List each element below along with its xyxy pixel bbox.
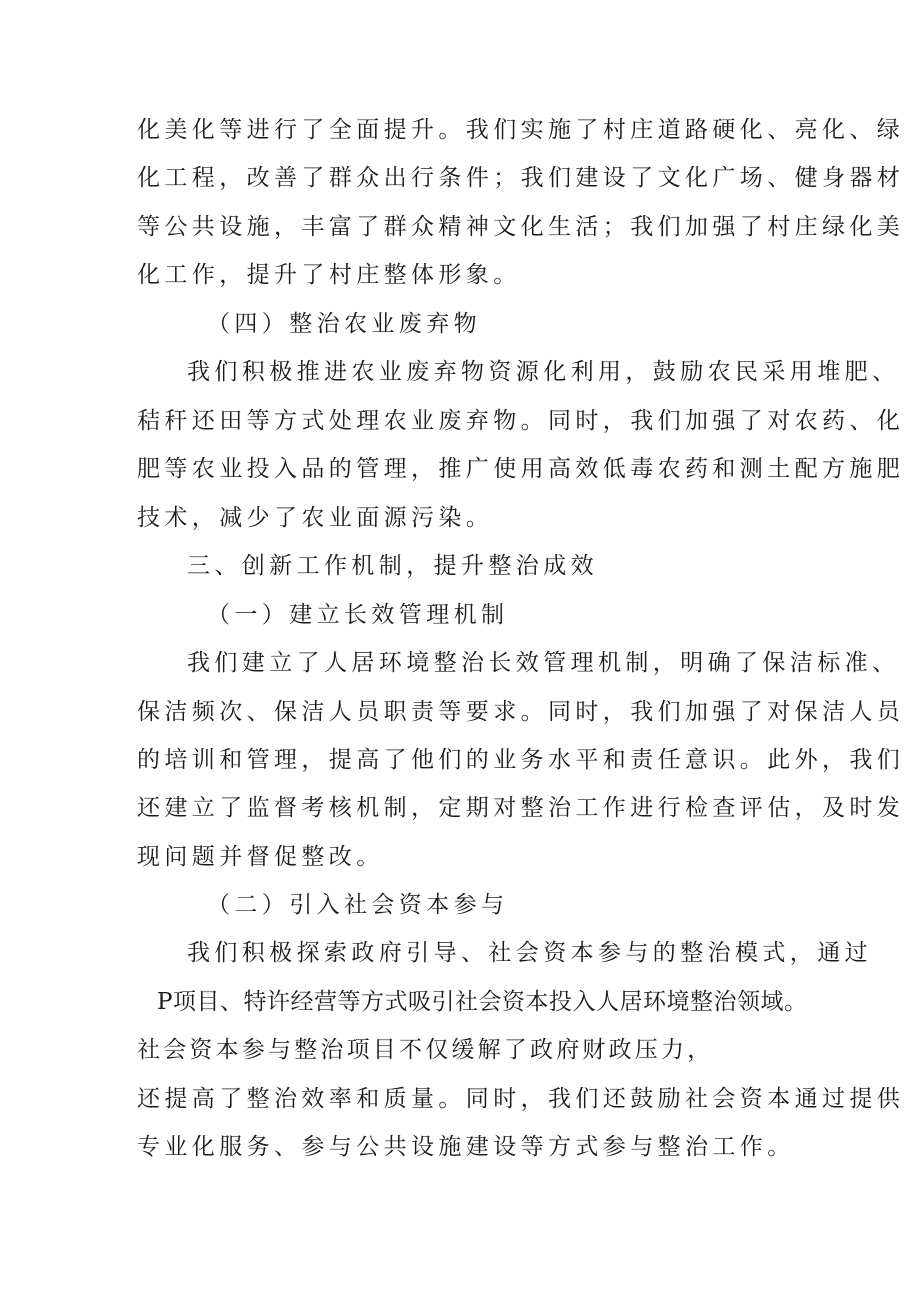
paragraph-line: 我们建立了人居环境整治长效管理机制，明确了保洁标准、 (187, 650, 900, 676)
paragraph-line: P项目、特许经营等方式吸引社会资本投入人居环境整治领域。 (157, 989, 808, 1015)
section-heading: （二）引入社会资本参与 (207, 892, 509, 918)
paragraph-line: 肥等农业投入品的管理，推广使用高效低毒农药和测土配方施肥 (137, 456, 905, 482)
section-heading: （一）建立长效管理机制 (207, 602, 509, 628)
paragraph-line: 秸秆还田等方式处理农业废弃物。同时，我们加强了对农药、化 (137, 408, 905, 434)
chapter-heading: 三、创新工作机制，提升整治成效 (187, 553, 598, 579)
paragraph-line: 社会资本参与整治项目不仅缓解了政府财政压力， (137, 1037, 714, 1063)
paragraph-line: 还建立了监督考核机制，定期对整治工作进行检查评估，及时发 (137, 795, 905, 821)
paragraph-line: 现问题并督促整改。 (137, 844, 384, 870)
paragraph-line: 等公共设施，丰富了群众精神文化生活；我们加强了村庄绿化美 (137, 214, 905, 240)
paragraph-line: 技术，减少了农业面源污染。 (137, 505, 494, 531)
paragraph-line: 我们积极探索政府引导、社会资本参与的整治模式，通过 (187, 940, 872, 966)
paragraph-line: 保洁频次、保洁人员职责等要求。同时，我们加强了对保洁人员 (137, 699, 905, 725)
paragraph-line: 我们积极推进农业废弃物资源化利用，鼓励农民采用堆肥、 (187, 359, 900, 385)
paragraph-line: 专业化服务、参与公共设施建设等方式参与整治工作。 (137, 1134, 795, 1160)
paragraph-line: 化工作，提升了村庄整体形象。 (137, 262, 521, 288)
paragraph-line: 化工程，改善了群众出行条件；我们建设了文化广场、健身器材 (137, 165, 905, 191)
section-heading: （四）整治农业废弃物 (207, 311, 481, 337)
paragraph-line: 还提高了整治效率和质量。同时，我们还鼓励社会资本通过提供 (137, 1086, 905, 1112)
paragraph-line: 化美化等进行了全面提升。我们实施了村庄道路硬化、亮化、绿 (137, 117, 905, 143)
paragraph-line: 的培训和管理，提高了他们的业务水平和责任意识。此外，我们 (137, 747, 905, 773)
